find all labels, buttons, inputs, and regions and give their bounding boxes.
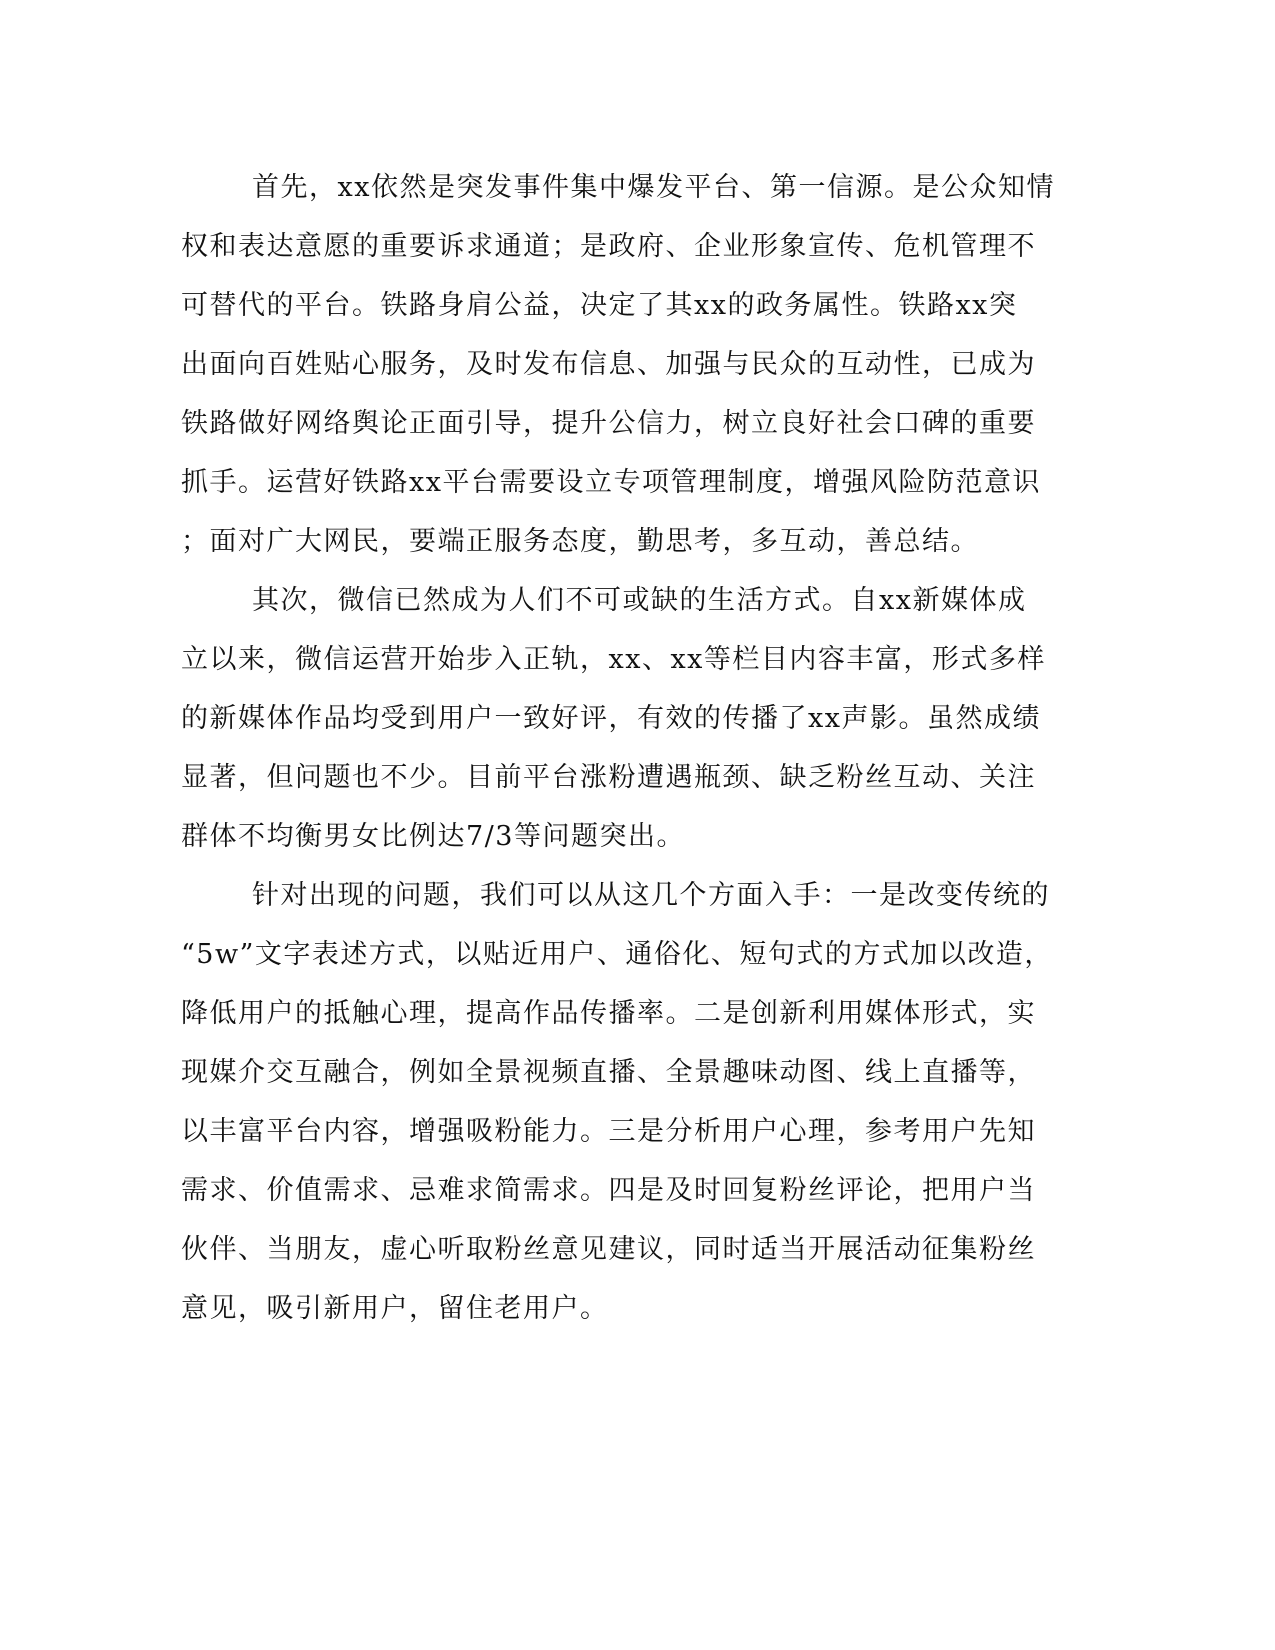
paragraph-2 [181,571,1046,866]
paragraph-line: 显著，但问题也不少。目前平台涨粉遭遇瓶颈、缺乏粉丝互动、关注 [181,762,1036,793]
paragraph-line: 需求、价值需求、忌难求简需求。四是及时回复粉丝评论，把用户当 [181,1175,1036,1206]
paragraph-line: 首先，xx依然是突发事件集中爆发平台、第一信源。是公众知情 [252,172,1055,203]
paragraph-line: 出面向百姓贴心服务，及时发布信息、加强与民众的互动性，已成为 [181,349,1036,380]
paragraph-line: 以丰富平台内容，增强吸粉能力。三是分析用户心理，参考用户先知 [181,1116,1036,1147]
paragraph-line: 针对出现的问题，我们可以从这几个方面入手：一是改变传统的 [252,880,1050,911]
paragraph-1 [181,158,1055,571]
paragraph-line: 立以来，微信运营开始步入正轨，xx、xx等栏目内容丰富，形式多样 [181,644,1046,675]
paragraph-line: 降低用户的抵触心理，提高作品传播率。二是创新利用媒体形式，实 [181,998,1036,1029]
paragraph-line: 可替代的平台。铁路身肩公益，决定了其xx的政务属性。铁路xx突 [181,290,1018,321]
paragraph-line: 意见，吸引新用户，留住老用户。 [181,1293,609,1324]
paragraph-line: 现媒介交互融合，例如全景视频直播、全景趣味动图、线上直播等， [181,1057,1036,1088]
paragraph-line: 的新媒体作品均受到用户一致好评，有效的传播了xx声影。虽然成绩 [181,703,1041,734]
paragraph-line: 抓手。运营好铁路xx平台需要设立专项管理制度，增强风险防范意识 [181,467,1041,498]
paragraph-line: 其次，微信已然成为人们不可或缺的生活方式。自xx新媒体成 [252,585,1027,616]
paragraph-3 [181,866,1053,1338]
paragraph-line: 群体不均衡男女比例达7/3等问题突出。 [181,821,685,852]
paragraph-line: ；面对广大网民，要端正服务态度，勤思考，多互动，善总结。 [181,526,979,557]
paragraph-line: 权和表达意愿的重要诉求通道；是政府、企业形象宣传、危机管理不 [181,231,1036,262]
paragraph-line: 伙伴、当朋友，虚心听取粉丝意见建议，同时适当开展活动征集粉丝 [181,1234,1036,1265]
document-body [181,158,1055,1338]
paragraph-line: 铁路做好网络舆论正面引导，提升公信力，树立良好社会口碑的重要 [181,408,1036,439]
paragraph-line: “5w”文字表述方式，以贴近用户、通俗化、短句式的方式加以改造， [181,939,1053,970]
